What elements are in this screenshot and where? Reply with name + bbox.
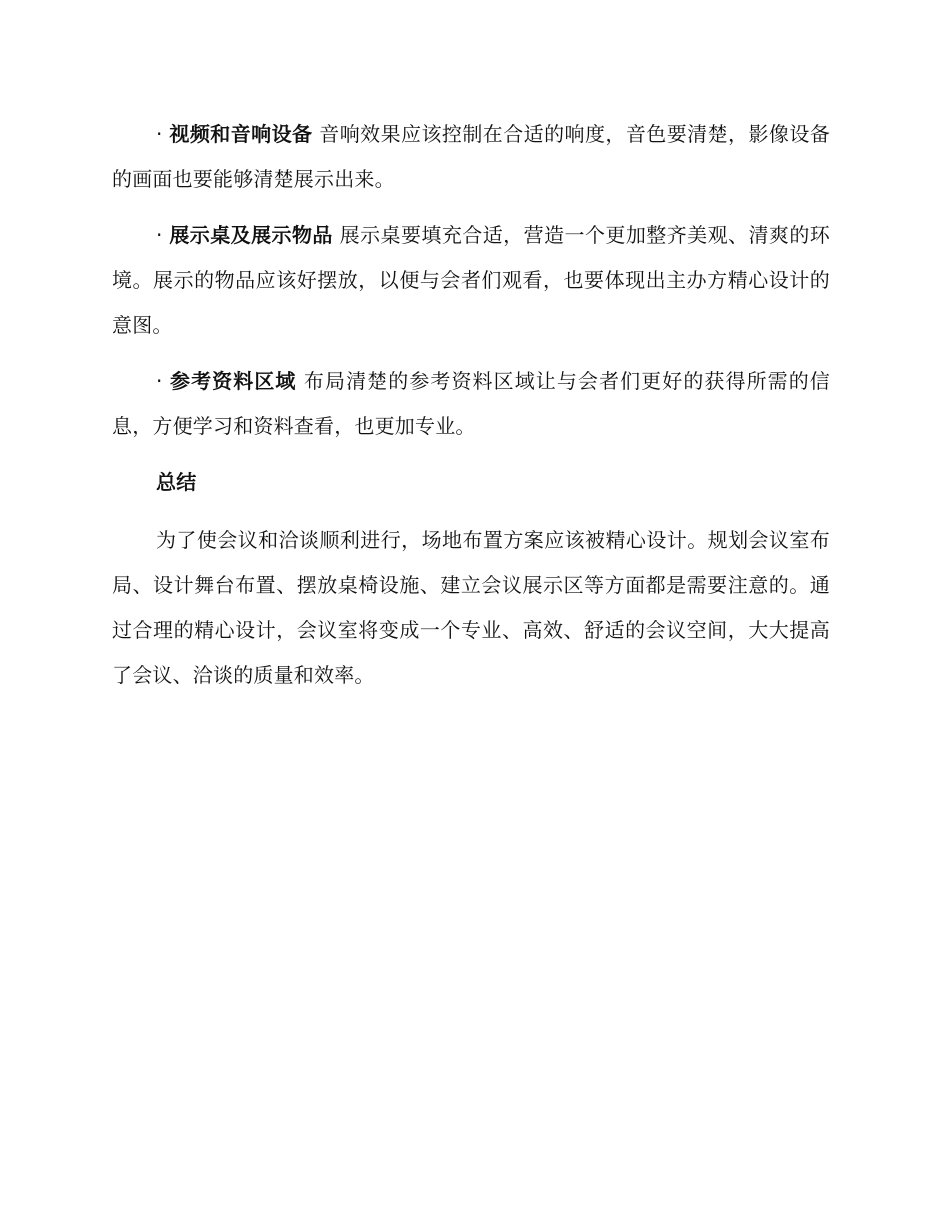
bullet-marker: · bbox=[156, 223, 163, 247]
bullet-paragraph-av-equipment bbox=[112, 112, 830, 202]
bullet-title: 视频和音响设备 bbox=[169, 122, 313, 146]
summary-paragraph: 为了使会议和洽谈顺利进行，场地布置方案应该被精心设计。规划会议室布局、设计舞台布置、摆放桌椅设施、建立会议展示区等方面都是需要注意的。通过合理的精心设计，会议室将变成一个专业、高效、舒适的会议空间，大大提高了会议、洽谈的质量和效率。 bbox=[112, 528, 830, 687]
bullet-text: 布局清楚的参考资料区域让与会者们更好的获得所需的信息，方便学习和资料查看，也更加专业。 bbox=[112, 369, 831, 438]
bullet-paragraph-display-table bbox=[112, 213, 830, 348]
bullet-title: 参考资料区域 bbox=[170, 369, 297, 393]
bullet-title: 展示桌及展示物品 bbox=[169, 223, 333, 247]
bullet-marker: · bbox=[156, 369, 163, 393]
bullet-marker: · bbox=[156, 122, 163, 146]
summary-heading: 总结 bbox=[156, 470, 197, 494]
bullet-text: 音响效果应该控制在合适的响度，音色要清楚，影像设备的画面也要能够清楚展示出来。 bbox=[112, 122, 831, 191]
bullet-text: 展示桌要填充合适，营造一个更加整齐美观、清爽的环境。展示的物品应该好摆放，以便与会者们观看，也要体现出主办方精心设计的意图。 bbox=[112, 223, 830, 337]
bullet-paragraph-reference-area bbox=[112, 359, 830, 449]
